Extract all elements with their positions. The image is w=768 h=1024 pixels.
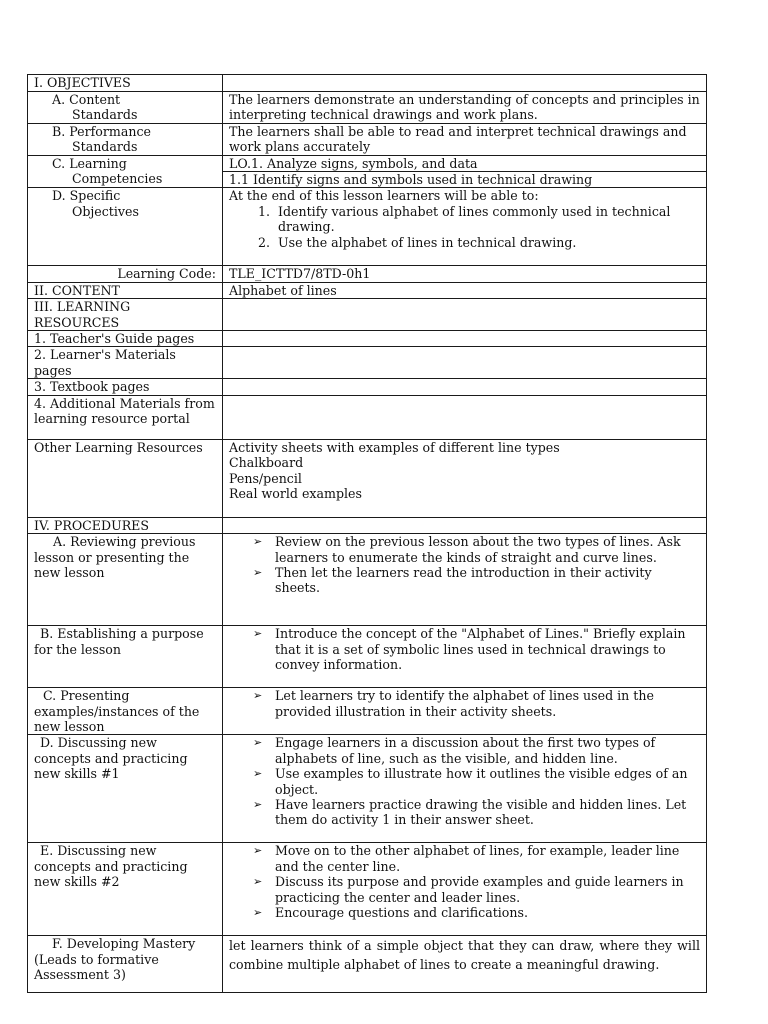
performance-standards-label-line2: Standards xyxy=(72,139,138,155)
textbook-row xyxy=(28,379,707,395)
arrow-bullet-icon: ➢ xyxy=(253,565,263,579)
learning-code-row xyxy=(28,266,707,282)
procedure-row-e xyxy=(28,843,707,936)
specific-objectives-intro: At the end of this lesson learners will be able to: xyxy=(229,188,539,204)
arrow-bullet-icon: ➢ xyxy=(253,844,263,858)
resources-heading: III. LEARNING RESOURCES xyxy=(28,299,223,331)
procedure-item xyxy=(253,626,700,672)
procedure-list-d xyxy=(229,735,700,827)
arrow-bullet-icon: ➢ xyxy=(253,627,263,641)
learning-code-value: TLE_ICTTD7/8TD-0h1 xyxy=(223,266,707,282)
arrow-bullet-icon: ➢ xyxy=(253,535,263,549)
content-heading: II. CONTENT xyxy=(28,282,223,298)
procedure-item xyxy=(253,843,700,874)
procedure-item xyxy=(253,534,700,565)
additional-materials-value xyxy=(223,395,707,439)
procedure-row-f xyxy=(28,936,707,993)
procedure-content-e xyxy=(223,843,707,936)
specific-objective-item: 1. Identify various alphabet of lines commonly used in technical drawing. xyxy=(274,204,700,235)
procedure-content-c xyxy=(223,688,707,735)
arrow-bullet-icon: ➢ xyxy=(253,875,263,889)
specific-objectives-list xyxy=(229,204,700,250)
learning-competencies-label-line2: Competencies xyxy=(72,171,163,187)
teachers-guide-value xyxy=(223,331,707,347)
procedure-item-text: Discuss its purpose and provide examples and guide learners in practicing the center and leader lines. xyxy=(275,874,684,905)
learners-materials-label: 2. Learner's Materials pages xyxy=(28,347,223,379)
procedure-content-b xyxy=(223,626,707,688)
procedure-item-text: Then let the learners read the introduction in their activity sheets. xyxy=(275,564,652,596)
procedure-row-a xyxy=(28,534,707,626)
procedures-heading-row xyxy=(28,517,707,533)
procedure-label-a: A. Reviewing previous lesson or presenting the new lesson xyxy=(28,534,223,626)
teachers-guide-label: 1. Teacher's Guide pages xyxy=(28,331,223,347)
learning-outcome-text: LO.1. Analyze signs, symbols, and data xyxy=(223,155,707,171)
procedure-row-c xyxy=(28,688,707,735)
arrow-bullet-icon: ➢ xyxy=(253,689,263,703)
performance-standards-text: The learners shall be able to read and interpret technical drawings and work plans accurately xyxy=(223,123,707,155)
textbook-label: 3. Textbook pages xyxy=(28,379,223,395)
procedure-item-text: Introduce the concept of the "Alphabet of Lines." Briefly explain that it is a set of symbolic lines used in technical drawings to convey information. xyxy=(275,626,686,672)
procedure-label-c: C. Presenting examples/instances of the new lesson xyxy=(28,688,223,735)
objectives-heading: I. OBJECTIVES xyxy=(28,75,223,92)
procedure-row-b xyxy=(28,626,707,688)
procedure-item xyxy=(253,797,700,828)
specific-objectives-label-line2: Objectives xyxy=(72,203,139,219)
resources-heading-row xyxy=(28,299,707,331)
specific-objective-item: 2. Use the alphabet of lines in technical drawing. xyxy=(274,235,700,250)
procedure-label-f: F. Developing Mastery (Leads to formative Assessment 3) xyxy=(28,936,223,993)
other-resource-item: Real world examples xyxy=(229,485,362,501)
content-standards-row xyxy=(28,92,707,124)
other-resources-label: Other Learning Resources xyxy=(28,439,223,517)
content-standards-label xyxy=(28,92,223,124)
procedures-heading: IV. PROCEDURES xyxy=(28,517,223,533)
arrow-bullet-icon: ➢ xyxy=(253,797,263,811)
learning-competencies-label xyxy=(28,155,223,188)
arrow-bullet-icon: ➢ xyxy=(253,905,263,919)
procedure-item xyxy=(253,565,700,596)
procedure-item xyxy=(253,688,700,719)
procedure-item xyxy=(253,905,700,920)
procedure-item-text: Let learners try to identify the alphabet of lines used in the provided illustration in their activity sheets. xyxy=(275,688,654,719)
arrow-bullet-icon: ➢ xyxy=(253,736,263,750)
procedure-label-d: D. Discussing new concepts and practicing new skills #1 xyxy=(28,735,223,843)
learners-materials-row xyxy=(28,347,707,379)
competency-text: 1.1 Identify signs and symbols used in technical drawing xyxy=(223,172,707,188)
procedure-item-text: Review on the previous lesson about the two types of lines. Ask learners to enumerate the kinds of straight and curve lines. xyxy=(275,534,681,565)
procedure-item-text: Move on to the other alphabet of lines, for example, leader line and the center line. xyxy=(275,843,680,874)
learning-competencies-label-line1: C. Learning xyxy=(52,155,127,171)
arrow-bullet-icon: ➢ xyxy=(253,767,263,781)
objectives-heading-blank xyxy=(223,75,707,92)
other-resource-item: Pens/pencil xyxy=(229,470,302,486)
procedure-label-e: E. Discussing new concepts and practicing new skills #2 xyxy=(28,843,223,936)
procedure-list-c xyxy=(229,688,700,719)
content-value: Alphabet of lines xyxy=(223,282,707,298)
teachers-guide-row xyxy=(28,331,707,347)
specific-objectives-label xyxy=(28,188,223,266)
procedure-item-text: Use examples to illustrate how it outlines the visible edges of an object. xyxy=(275,766,688,797)
specific-objectives-content xyxy=(223,188,707,266)
procedure-item xyxy=(253,735,700,766)
procedure-item xyxy=(253,874,700,905)
performance-standards-label xyxy=(28,123,223,155)
procedure-list-e xyxy=(229,843,700,920)
learners-materials-value xyxy=(223,347,707,379)
procedure-content-d xyxy=(223,735,707,843)
resources-heading-blank xyxy=(223,299,707,331)
additional-materials-label: 4. Additional Materials from learning resource portal xyxy=(28,395,223,439)
specific-objectives-row xyxy=(28,188,707,266)
content-standards-text: The learners demonstrate an understanding of concepts and principles in interpreting technical drawings and work plans. xyxy=(223,92,707,124)
procedure-item xyxy=(253,766,700,797)
other-resource-item: Chalkboard xyxy=(229,455,304,471)
objectives-heading-row xyxy=(28,75,707,92)
content-standards-label-line2: Standards xyxy=(72,107,138,123)
procedure-label-b: B. Establishing a purpose for the lesson xyxy=(28,626,223,688)
procedure-list-a xyxy=(229,534,700,596)
learning-code-label: Learning Code: xyxy=(28,266,223,282)
textbook-value xyxy=(223,379,707,395)
procedure-item-text: Have learners practice drawing the visible and hidden lines. Let them do activity 1 in their answer sheet. xyxy=(275,796,687,828)
specific-objectives-label-line1: D. Specific xyxy=(52,188,121,204)
procedure-row-d xyxy=(28,735,707,843)
other-resource-item: Activity sheets with examples of different line types xyxy=(229,439,560,455)
performance-standards-row xyxy=(28,123,707,155)
procedure-list-b xyxy=(229,626,700,672)
content-row xyxy=(28,282,707,298)
procedure-item-text: Engage learners in a discussion about the first two types of alphabets of line, such as the visible, and hidden line. xyxy=(275,735,656,766)
procedure-item-text: Encourage questions and clarifications. xyxy=(275,904,528,920)
additional-materials-row xyxy=(28,395,707,439)
learning-competencies-row-1 xyxy=(28,155,707,171)
lesson-plan-table xyxy=(27,74,707,993)
content-standards-label-line1: A. Content xyxy=(52,92,121,107)
procedures-heading-blank xyxy=(223,517,707,533)
other-resources-row xyxy=(28,439,707,517)
procedure-content-f: let learners think of a simple object that they can draw, where they will combine multiple alphabet of lines to create a meaningful drawing. xyxy=(223,936,707,993)
performance-standards-label-line1: B. Performance xyxy=(52,123,151,139)
other-resources-list xyxy=(223,439,707,517)
procedure-content-a xyxy=(223,534,707,626)
